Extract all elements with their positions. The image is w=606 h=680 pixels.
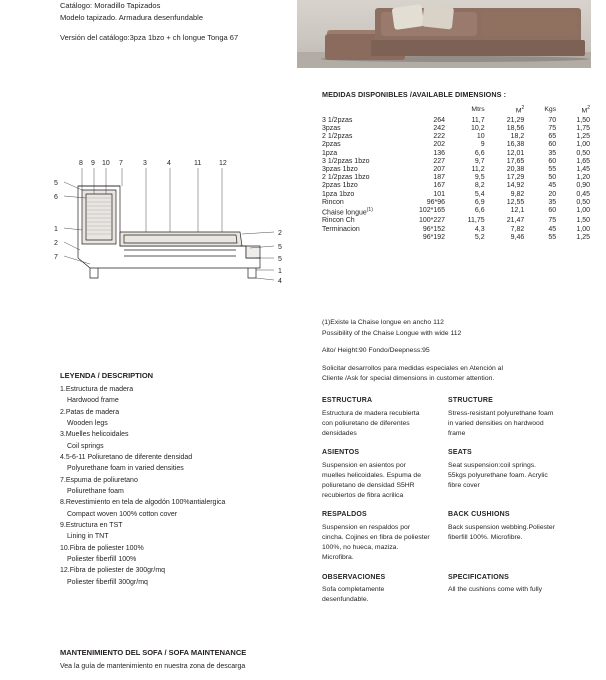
row-m2b: 1,45 — [576, 165, 590, 173]
table-row — [322, 133, 590, 141]
row-kgs: 60 — [548, 157, 557, 165]
row-mtrs: 9 — [480, 141, 485, 149]
callout-left-1: 1 — [54, 226, 58, 233]
callout-right-4: 4 — [278, 278, 282, 285]
row-mtrs: 6,9 — [474, 198, 485, 206]
row-code: 102*165 — [418, 206, 446, 214]
callout-left-5: 5 — [54, 180, 58, 187]
note-special-en: Cliente /Ask for special dimensions in customer attention. — [322, 375, 495, 383]
row-code: 222 — [433, 133, 446, 141]
table-row — [322, 149, 590, 157]
row-mtrs: 11,7 — [471, 116, 485, 124]
row-m2a: 17,29 — [506, 174, 525, 182]
note-height-depth: Alto/ Height:90 Fondo/Deepness:95 — [322, 347, 430, 355]
row-m2b: 1,50 — [576, 217, 590, 225]
sofa-section-diagram — [50, 146, 290, 296]
callout-12: 12 — [219, 160, 227, 167]
row-label: Rincon — [322, 198, 344, 206]
callout-7: 7 — [119, 160, 123, 167]
spec-text-en: Seat suspension:coil springs. 55kgs polyurethane foam. Acrylic fibre cover — [448, 461, 548, 489]
row-kgs: 45 — [548, 182, 557, 190]
catalog-version: Versión del catálogo:3pza 1bzo + ch longue Tonga 67 — [60, 33, 239, 43]
list-item: Coil springs — [67, 442, 104, 450]
spec-title-en: STRUCTURE — [448, 397, 493, 404]
spec-title-en: SEATS — [448, 449, 472, 457]
list-item: Poliester fiberfill 100% — [67, 556, 137, 564]
callout-left-2: 2 — [54, 240, 58, 247]
table-row — [322, 165, 590, 173]
spec-text-es: Suspension en asientos por muelles helicoidales. Espuma de poliuretano de densidad S5HR recubiertos de fibra acrilica — [322, 461, 421, 500]
row-m2b: 1,00 — [576, 141, 590, 149]
row-label: 1pza — [322, 149, 338, 157]
list-item: 10.Fibra de poliester 100% — [60, 544, 144, 552]
dim-col-label — [322, 105, 403, 116]
row-code: 100*227 — [418, 217, 446, 225]
row-label: 3pzas 1bzo — [322, 165, 358, 173]
row-m2a: 20,38 — [506, 165, 525, 173]
row-code: 242 — [433, 125, 446, 133]
row-m2b: 0,50 — [576, 149, 590, 157]
row-code: 136 — [433, 149, 446, 157]
row-kgs: 35 — [548, 149, 557, 157]
spec-title-en: BACK CUSHIONS — [448, 511, 510, 519]
spec-row-back-cushions — [322, 510, 594, 563]
row-kgs: 50 — [548, 174, 557, 182]
table-row — [322, 217, 590, 225]
row-kgs: 75 — [548, 125, 557, 133]
row-code: 167 — [433, 182, 446, 190]
list-item: 3.Muelles helicoidales — [60, 431, 129, 439]
spec-col-en — [448, 510, 556, 563]
callout-10: 10 — [102, 160, 110, 167]
list-item: 2.Patas de madera — [60, 408, 120, 416]
row-mtrs: 10 — [476, 133, 485, 141]
row-m2b: 1,50 — [576, 116, 590, 124]
row-m2a: 9,82 — [510, 190, 525, 198]
callout-8: 8 — [79, 160, 83, 167]
spec-col-en — [448, 396, 556, 439]
row-label — [322, 233, 403, 241]
dimensions-title: MEDIDAS DISPONIBLES /AVAILABLE DIMENSIONS : — [322, 90, 507, 99]
list-item: 12.Fibra de poliester de 300gr/mq — [60, 567, 166, 575]
row-m2a: 14,92 — [506, 182, 525, 190]
spec-col-es — [322, 573, 430, 606]
row-kgs: 55 — [548, 165, 557, 173]
dimensions-table — [322, 105, 590, 241]
spec-row-observations — [322, 573, 594, 606]
callout-9: 9 — [91, 160, 95, 167]
callout-left-6: 6 — [54, 194, 58, 201]
row-m2a: 18,56 — [506, 125, 525, 133]
callout-right-5a: 5 — [278, 244, 282, 251]
list-item: Hardwood frame — [67, 397, 119, 405]
footnote-marker: (1) — [366, 206, 373, 213]
row-kgs: 65 — [548, 133, 557, 141]
list-item: Compact woven 100% cotton cover — [67, 510, 178, 518]
callout-right-2: 2 — [278, 230, 282, 237]
spec-text-en: Back suspension webbing.Poliester fiberfill 100%. Microfibre. — [448, 523, 555, 541]
spec-col-en — [448, 573, 556, 606]
note-chaise-en: Possibility of the Chaise Longue with wide 112 — [322, 329, 462, 337]
row-mtrs: 5,4 — [474, 190, 485, 198]
row-mtrs: 10,2 — [471, 125, 485, 133]
table-row — [322, 141, 590, 149]
row-m2b: 0,90 — [576, 182, 590, 190]
spec-text-es: Estructura de madera recubierta con poliuretano de diferentes densidades — [322, 409, 420, 437]
list-item: Poliester fiberfill 300gr/mq — [67, 578, 148, 586]
photo-sofa-cushion-right — [481, 12, 577, 36]
row-label: 3 1/2pzas — [322, 116, 353, 124]
row-m2b: 0,45 — [576, 190, 590, 198]
row-mtrs: 9,7 — [474, 157, 485, 165]
row-m2b: 1,00 — [576, 225, 590, 233]
row-label: Rincon Ch — [322, 217, 355, 225]
list-item: 9.Estructura en TST — [60, 522, 123, 530]
row-kgs: 60 — [548, 141, 557, 149]
row-label: 1pza 1bzo — [322, 190, 355, 198]
row-m2a: 12,01 — [506, 149, 525, 157]
list-item: 4.5-6-11 Poliuretano de diferente densidad — [60, 454, 193, 462]
row-label: Terminacion — [322, 225, 360, 233]
row-m2a: 7,82 — [510, 225, 525, 233]
photo-sofa-seat — [371, 40, 585, 56]
callout-4: 4 — [167, 160, 171, 167]
row-label: 2 1/2pzas — [322, 133, 353, 141]
callout-right-5b: 5 — [278, 256, 282, 263]
row-code: 96*96 — [426, 198, 446, 206]
row-label: 2pzas — [322, 141, 341, 149]
list-item: Polyurethane foam in varied densities — [67, 465, 184, 473]
table-row — [322, 225, 590, 233]
row-label: 2pzas 1bzo — [322, 182, 358, 190]
legend-title: LEYENDA / DESCRIPTION — [60, 371, 154, 380]
table-row — [322, 124, 590, 132]
row-m2b: 1,25 — [576, 133, 590, 141]
row-kgs: 75 — [548, 217, 557, 225]
table-row — [322, 157, 590, 165]
table-row — [322, 233, 590, 241]
row-mtrs: 9,5 — [474, 174, 485, 182]
list-item: Poliurethane foam — [67, 488, 124, 496]
list-item: Wooden legs — [67, 420, 108, 428]
table-row — [322, 174, 590, 182]
spec-row-structure — [322, 396, 594, 439]
model-name: Modelo tapizado. Armadura desenfundable — [60, 12, 204, 22]
dimensions-header-row — [322, 105, 590, 116]
legend-section — [60, 370, 296, 588]
row-label: 2 1/2pzas 1bzo — [322, 174, 370, 182]
row-m2a: 12,55 — [506, 198, 525, 206]
dimensions-section — [322, 90, 590, 241]
row-code: 187 — [433, 174, 446, 182]
catalog-name: Catálogo: Moradillo Tapizados — [60, 1, 161, 10]
table-row — [322, 190, 590, 198]
list-item: 7.Espuma de poliuretano — [60, 476, 138, 484]
row-kgs: 45 — [548, 225, 557, 233]
dimensions-body — [322, 116, 590, 241]
row-code: 207 — [433, 165, 446, 173]
row-label-chaise — [322, 206, 403, 217]
photo-pillow-right — [422, 4, 454, 29]
list-item: 8.Revestimiento en tela de algodón 100%antialergica — [60, 499, 226, 507]
maintenance-title: MANTENIMIENTO DEL SOFA / SOFA MAINTENANCE — [60, 648, 247, 657]
callout-11: 11 — [194, 160, 202, 167]
row-m2a: 16,38 — [506, 141, 525, 149]
row-m2b: 1,00 — [576, 206, 590, 214]
row-kgs: 60 — [548, 206, 557, 214]
technical-drawing — [50, 146, 290, 296]
row-label: 3 1/2pzas 1bzo — [322, 157, 370, 165]
dim-col-m2b: $M^2$ — [581, 105, 590, 115]
product-photo — [297, 0, 591, 68]
row-mtrs: 6,6 — [474, 149, 485, 157]
dim-col-code — [403, 105, 445, 116]
callout-left-7: 7 — [54, 254, 58, 261]
row-code: 96*192 — [422, 233, 446, 241]
row-m2b: 1,20 — [576, 174, 590, 182]
spec-title-es: RESPALDOS — [322, 511, 367, 519]
row-kgs: 55 — [548, 233, 557, 241]
dim-col-mtrs: Mtrs — [471, 106, 485, 114]
row-mtrs: 11,75 — [467, 217, 485, 225]
row-m2a: 21,29 — [506, 116, 525, 124]
row-mtrs: 11,2 — [471, 165, 485, 173]
row-label-text: Chaise longue — [322, 209, 367, 217]
spec-col-es — [322, 510, 430, 563]
spec-title-en: SPECIFICATIONS — [448, 573, 510, 581]
spec-title-es: OBSERVACIONES — [322, 573, 386, 581]
spec-text-en: Stress-resistant polyurethane foam in varied densities on hardwood frame — [448, 409, 554, 437]
dimensions-notes — [322, 318, 590, 385]
spec-title-es: ASIENTOS — [322, 449, 360, 457]
list-item: 1.Estructura de madera — [60, 386, 134, 394]
spec-col-en — [448, 448, 556, 501]
row-mtrs: 5,2 — [474, 233, 485, 241]
maintenance-section — [60, 646, 310, 674]
maintenance-text: Vea la guía de mantenimiento en nuestra zona de descarga — [60, 663, 246, 671]
row-m2a: 9,46 — [510, 233, 525, 241]
row-kgs: 20 — [548, 190, 557, 198]
row-code: 96*152 — [422, 225, 446, 233]
row-code: 202 — [433, 141, 446, 149]
specifications-section — [322, 396, 594, 614]
table-row — [322, 182, 590, 190]
row-m2a: 12,1 — [510, 206, 525, 214]
spec-text-en: All the cushions come with fully — [448, 586, 543, 594]
spec-col-es — [322, 448, 430, 501]
row-code: 227 — [433, 157, 446, 165]
row-m2b: 1,65 — [576, 157, 590, 165]
row-kgs: 70 — [548, 116, 557, 124]
spec-title-es: ESTRUCTURA — [322, 397, 373, 404]
list-item: Lining in TNT — [67, 533, 109, 541]
row-mtrs: 6,6 — [474, 206, 485, 214]
row-m2a: 17,65 — [506, 157, 525, 165]
row-code: 101 — [433, 190, 446, 198]
callout-right-1: 1 — [278, 268, 282, 275]
row-m2a: 18,2 — [510, 133, 525, 141]
note-special-es: Solicitar desarrollos para medidas especiales en Atención al — [322, 364, 503, 372]
callout-3: 3 — [143, 160, 147, 167]
photo-pillow-left — [392, 4, 425, 30]
table-row — [322, 116, 590, 124]
header-block — [60, 0, 310, 44]
row-m2b: 1,25 — [576, 233, 590, 241]
dim-col-kgs: Kgs — [544, 106, 557, 114]
row-label: 3pzas — [322, 125, 341, 133]
row-kgs: 35 — [548, 198, 557, 206]
row-mtrs: 8,2 — [474, 182, 485, 190]
table-row — [322, 206, 590, 217]
spec-text-es: Sofa completamente desenfundable. — [322, 586, 385, 604]
table-row — [322, 198, 590, 206]
spec-row-seats — [322, 448, 594, 501]
note-chaise-es: (1)Existe la Chaise longue en ancho 112 — [322, 319, 444, 326]
row-mtrs: 4,3 — [474, 225, 485, 233]
spec-text-es: Suspension en respaldos por cincha. Cojines en fibra de poliester 100%, no hueca, maziza. Microfibra. — [322, 523, 430, 562]
row-m2b: 0,50 — [576, 198, 590, 206]
row-m2a: 21,47 — [506, 217, 525, 225]
spec-col-es — [322, 396, 430, 439]
dim-col-m2a: $M^2$ — [515, 105, 525, 115]
row-m2b: 1,75 — [576, 125, 590, 133]
row-code: 264 — [433, 116, 446, 124]
